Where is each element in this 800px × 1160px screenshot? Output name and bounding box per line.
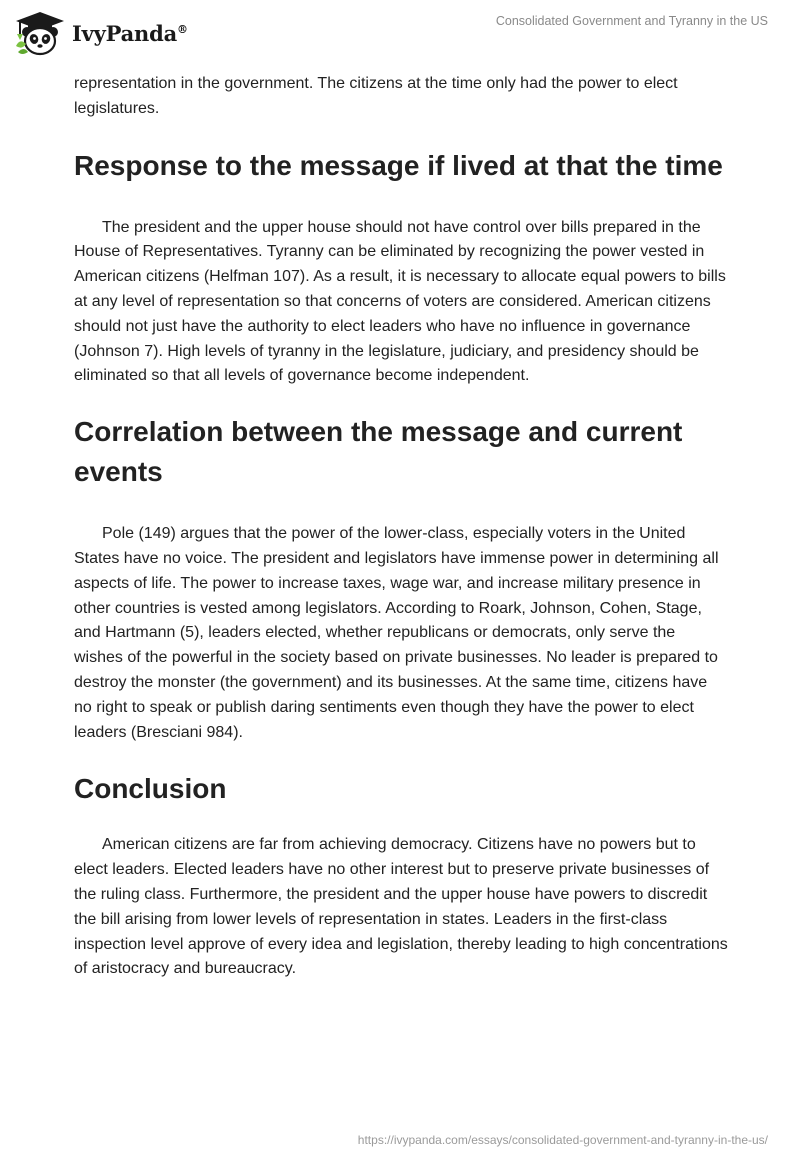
section-paragraph-conclusion: American citizens are far from achieving democracy. Citizens have no powers but to elect leaders. Elected leaders have no other interest but to preserve private businesses of the ruling class. Furthermore, the president and the upper house have powers to discredit the bill arising from lower levels of representation in states. Leaders in the first-class inspection level approve of every idea and legislation, thereby leading to high concentrations of aristocracy and bureaucracy.: [74, 836, 728, 978]
section-heading-correlation: Correlation between the message and current events: [74, 416, 683, 488]
logo-text: IvyPanda®: [72, 20, 188, 46]
section-heading-response: Response to the message if lived at that the time: [74, 149, 723, 181]
page-header: [0, 0, 800, 70]
section-heading-conclusion: Conclusion: [74, 773, 227, 805]
section-paragraph-response: The president and the upper house should not have control over bills prepared in the House of Representatives. Tyranny can be eliminated by recognizing the power vested in American citizens (Helfman 107). As a result, it is necessary to allocate equal powers to bills at any level of representation so that concerns of voters are considered. American citizens should not just have the authority to elect leaders who have no influence in governance (Johnson 7). High levels of tyranny in the legislature, judiciary, and presidency should be eliminated so that all levels of governance become independent.: [74, 218, 726, 385]
intro-paragraph: representation in the government. The citizens at the time only had the power to elect legislatures.: [74, 75, 678, 117]
document-title: Consolidated Government and Tyranny in the US: [495, 14, 768, 28]
section-paragraph-correlation: Pole (149) argues that the power of the lower-class, especially voters in the United States have no voice. The president and legislators have immense power in determining all aspects of life. The power to increase taxes, wage war, and increase military presence in other countries is vested among legislators. According to Roark, Johnson, Cohen, Stage, and Hartmann (5), leaders elected, whether republicans or democrats, only serve the wishes of the powerful in the society based on private businesses. No leader is prepared to destroy the monster (the government) and its businesses. At the same time, citizens have no right to speak or publish daring sentiments even though they have the power to elect leaders (Bresciani 984).: [74, 525, 719, 741]
ivypanda-logo[interactable]: [14, 8, 188, 58]
panda-graduation-cap-icon: [14, 10, 66, 56]
source-url[interactable]: https://ivypanda.com/essays/consolidated-government-and-tyranny-in-the-us/: [357, 1133, 768, 1147]
essay-content: [74, 72, 728, 982]
